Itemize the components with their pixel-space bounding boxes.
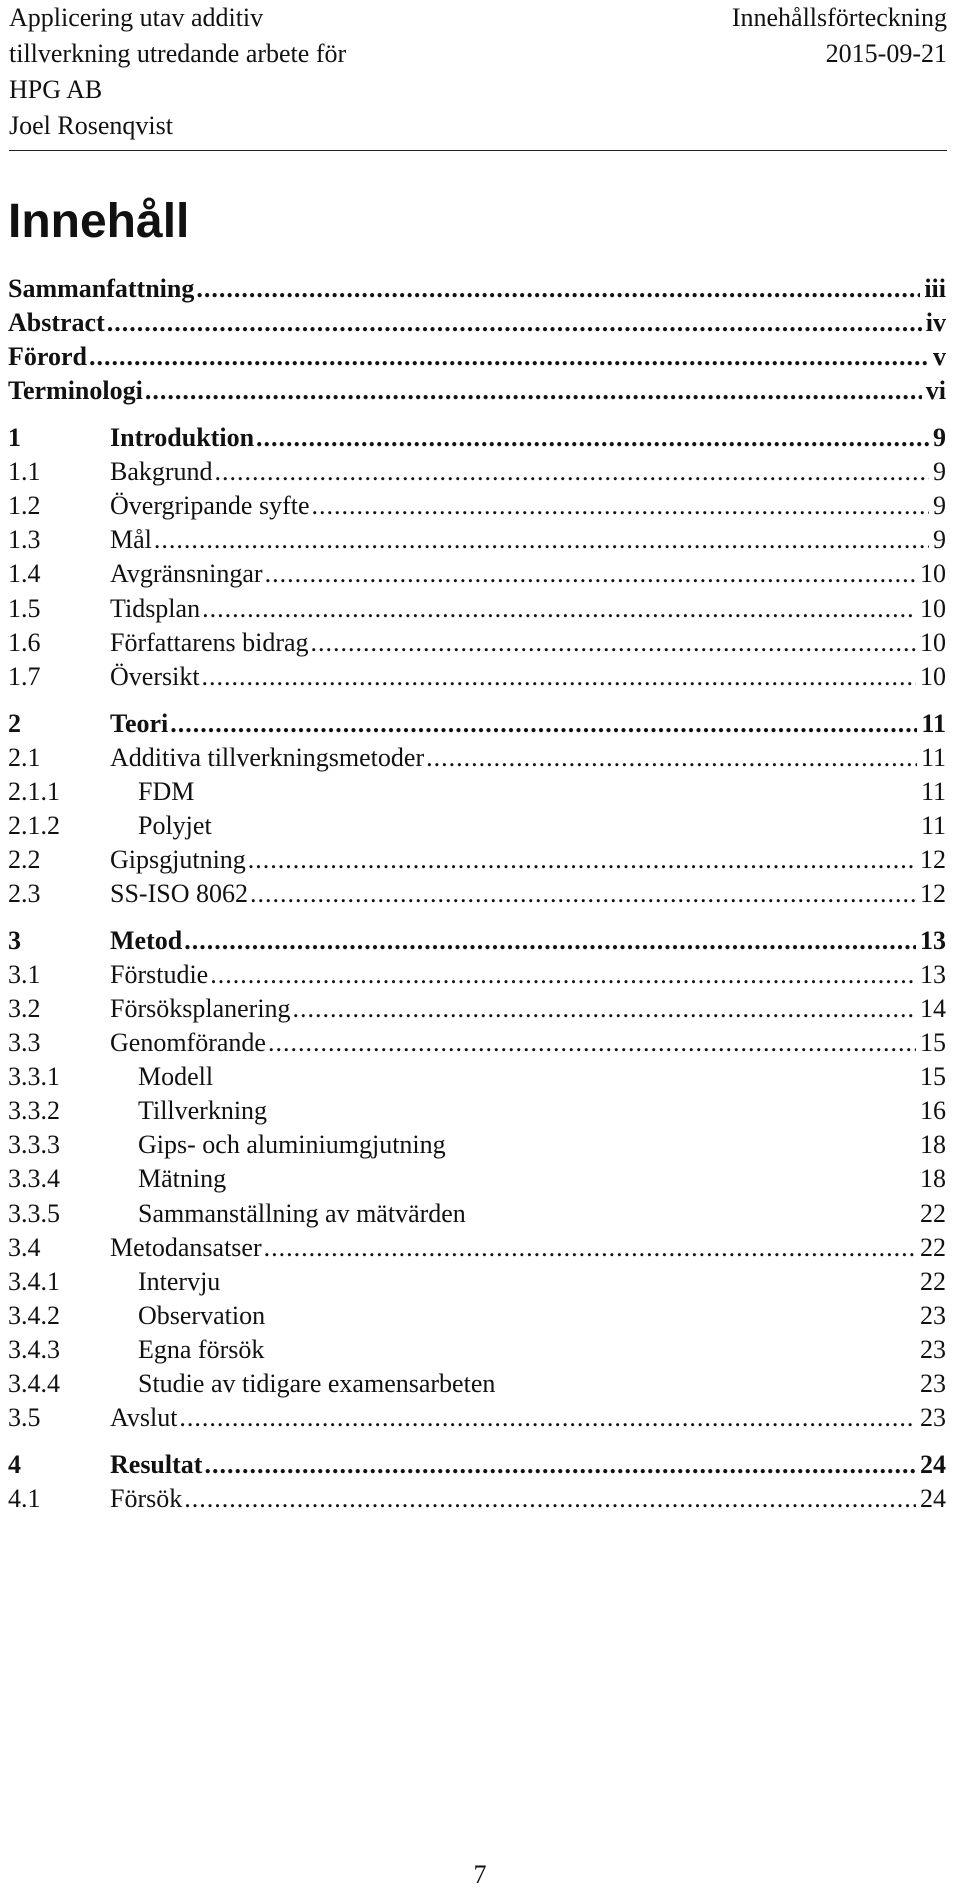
toc-entry-number: 3 [8,926,21,955]
toc-entry[interactable] [8,1446,946,1484]
toc-entry-page: 23 [920,1335,946,1364]
toc-entry-label: SS-ISO 8062 [110,879,248,908]
toc-dot-leader [256,419,929,457]
toc-entry-page: v [933,342,946,371]
toc-dot-leader [264,1229,916,1267]
toc-entry[interactable] [8,922,946,960]
toc-dot-leader [210,956,916,994]
toc-entry-label: Terminologi [8,376,143,405]
toc-entry-page: 23 [920,1301,946,1330]
toc-dot-leader [265,555,916,593]
toc-entry[interactable] [8,1297,946,1335]
toc-entry-number: 3.3.4 [8,1164,60,1193]
toc-entry-page: 22 [920,1267,946,1296]
toc-entry-number: 1.7 [8,662,41,691]
toc-entry[interactable] [8,1160,946,1198]
toc-dot-leader [196,270,920,308]
header-date: 2015-09-21 [825,39,947,68]
toc-dot-leader [202,658,916,696]
toc-entry[interactable] [8,304,946,342]
toc-entry-page: 10 [920,662,946,691]
toc-entry-label: Förstudie [110,960,209,989]
toc-entry[interactable] [8,956,946,994]
toc-entry-label: Resultat [110,1450,203,1479]
toc-entry-label: Egna försök [138,1335,265,1364]
toc-entry[interactable] [8,338,946,376]
toc-entry-page: 23 [920,1369,946,1398]
toc-entry-number: 1 [8,423,21,452]
toc-entry-label: Försök [110,1484,183,1513]
toc-entry-number: 4 [8,1450,21,1479]
toc-entry-page: 18 [920,1164,946,1193]
toc-entry-page: 22 [920,1199,946,1228]
toc-entry-page: 23 [920,1403,946,1432]
toc-entry-label: Teori [110,709,169,738]
toc-dot-leader [312,487,929,525]
toc-entry-page: iv [925,308,946,337]
toc-entry-number: 3.4.1 [8,1267,60,1296]
toc-entry-label: Intervju [138,1267,221,1296]
toc-entry-label: Modell [138,1062,214,1091]
toc-entry-page: 15 [920,1062,946,1091]
running-header [9,0,947,151]
toc-dot-leader [248,841,916,879]
toc-entry[interactable] [8,990,946,1028]
toc-entry-page: 9 [933,491,946,520]
toc-entry-number: 3.3 [8,1028,41,1057]
toc-entry-number: 3.4.2 [8,1301,60,1330]
toc-dot-leader [250,875,916,913]
toc-dot-leader [215,453,929,491]
toc-entry-label: Metodansatser [110,1233,262,1262]
toc-entry-page: 11 [920,777,946,806]
toc-entry-number: 1.2 [8,491,41,520]
toc-entry-number: 3.3.1 [8,1062,60,1091]
toc-entry-number: 2.1.1 [8,777,60,806]
toc-entry[interactable] [8,1365,946,1403]
toc-entry-number: 1.5 [8,594,41,623]
toc-dot-leader [202,590,916,628]
toc-dot-leader [311,624,916,662]
toc-entry-label: Bakgrund [110,457,213,486]
toc-entry-page: 12 [920,879,946,908]
toc-entry[interactable] [8,739,946,777]
toc-entry-number: 3.4.4 [8,1369,60,1398]
toc-entry[interactable] [8,773,946,811]
toc-entry-number: 3.4.3 [8,1335,60,1364]
toc-entry-page: 10 [920,628,946,657]
toc-title: Innehåll [8,195,190,248]
page-number: 7 [473,1860,487,1889]
toc-entry-page: 24 [920,1484,946,1513]
header-company: HPG AB [9,75,103,104]
toc-entry-number: 3.1 [8,960,41,989]
toc-entry-number: 3.3.2 [8,1096,60,1125]
toc-entry-label: Studie av tidigare examensarbeten [138,1369,496,1398]
toc-entry[interactable] [8,1331,946,1369]
toc-entry[interactable] [8,1126,946,1164]
toc-entry-page: 11 [920,811,946,840]
toc-entry[interactable] [8,372,946,410]
toc-entry-number: 1.3 [8,525,41,554]
toc-entry-page: vi [925,376,946,405]
toc-entry[interactable] [8,1229,946,1267]
toc-entry-label: Sammanställning av mätvärden [138,1199,466,1228]
toc-entry-page: 12 [920,845,946,874]
toc-entry[interactable] [8,487,946,525]
toc-entry-number: 1.1 [8,457,41,486]
toc-entry-page: 11 [920,743,946,772]
toc-entry-page: 16 [920,1096,946,1125]
toc-entry-number: 4.1 [8,1484,41,1513]
toc-entry[interactable] [8,453,946,491]
header-title-line-2: tillverkning utredande arbete för [9,39,347,68]
toc-entry-page: 15 [920,1028,946,1057]
header-author: Joel Rosenqvist [9,111,173,140]
toc-dot-leader [184,922,916,960]
toc-entry-number: 2.3 [8,879,41,908]
toc-entry-page: iii [924,274,946,303]
toc-entry[interactable] [8,658,946,696]
toc-entry-page: 18 [920,1130,946,1159]
toc-entry-page: 9 [933,457,946,486]
toc-dot-leader [107,304,922,342]
toc-entry-page: 13 [920,960,946,989]
toc-entry-page: 14 [920,994,946,1023]
toc-entry[interactable] [8,590,946,628]
toc-entry[interactable] [8,1480,946,1518]
toc-entry[interactable] [8,1399,946,1437]
toc-entry[interactable] [8,875,946,913]
toc-entry[interactable] [8,624,946,662]
toc-entry[interactable] [8,1263,946,1301]
toc-entry-number: 3.3.5 [8,1199,60,1228]
toc-dot-leader [293,990,916,1028]
toc-entry-label: Abstract [8,308,105,337]
toc-entry-page: 24 [920,1450,946,1479]
toc-dot-leader [179,1399,916,1437]
toc-entry[interactable] [8,521,946,559]
toc-entry-label: Gipsgjutning [110,845,246,874]
toc-entry-label: Övergripande syfte [110,491,310,520]
toc-entry-label: Översikt [110,662,200,691]
toc-dot-leader [268,1024,916,1062]
toc-entry[interactable] [8,419,946,457]
toc-entry-number: 2.1 [8,743,41,772]
toc-entry-label: Metod [110,926,183,955]
toc-entry-number: 2.1.2 [8,811,60,840]
toc-entry[interactable] [8,807,946,845]
toc-entry[interactable] [8,1058,946,1096]
header-section: Innehållsförteckning [731,3,947,32]
toc-dot-leader [145,372,922,410]
toc-entry-label: Gips- och aluminiumgjutning [138,1130,446,1159]
toc-entry-label: Avgränsningar [110,559,263,588]
toc-entry-number: 3.4 [8,1233,41,1262]
toc-entry-label: Förord [8,342,87,371]
toc-entry-number: 2 [8,709,21,738]
toc-dot-leader [184,1480,916,1518]
toc-entry-page: 13 [920,926,946,955]
toc-entry[interactable] [8,555,946,593]
toc-entry-label: Polyjet [138,811,212,840]
toc-entry-label: Observation [138,1301,266,1330]
toc-entry-label: Tillverkning [138,1096,268,1125]
toc-entry-page: 11 [921,709,946,738]
toc-entry-label: Författarens bidrag [110,628,309,657]
toc-entry-page: 10 [920,594,946,623]
toc-entry-number: 3.5 [8,1403,41,1432]
toc-dot-leader [89,338,929,376]
toc-entry-label: Avslut [110,1403,178,1432]
toc-entry-number: 2.2 [8,845,41,874]
toc-dot-leader [170,705,917,743]
toc-entry-number: 3.2 [8,994,41,1023]
toc-entry[interactable] [8,705,946,743]
toc-entry-label: Additiva tillverkningsmetoder [110,743,425,772]
toc-entry[interactable] [8,841,946,879]
toc-dot-leader [204,1446,916,1484]
toc-entry-number: 1.6 [8,628,41,657]
toc-dot-leader [426,739,917,777]
toc-entry-label: FDM [138,777,195,806]
toc-entry[interactable] [8,1195,946,1233]
toc-entry[interactable] [8,270,946,308]
toc-entry-page: 10 [920,559,946,588]
toc-entry[interactable] [8,1092,946,1130]
toc-entry-number: 3.3.3 [8,1130,60,1159]
toc-entry-page: 22 [920,1233,946,1262]
toc-entry-label: Mål [110,525,152,554]
toc-entry-page: 9 [933,423,946,452]
header-title-line-1: Applicering utav additiv [9,3,264,32]
toc-entry[interactable] [8,1024,946,1062]
toc-entry-label: Introduktion [110,423,255,452]
toc-entry-number: 1.4 [8,559,41,588]
toc-entry-label: Tidsplan [110,594,201,623]
toc-dot-leader [154,521,929,559]
toc-entry-page: 9 [933,525,946,554]
toc-entry-label: Mätning [138,1164,227,1193]
toc-entry-label: Sammanfattning [8,274,195,303]
toc-entry-label: Genomförande [110,1028,266,1057]
toc-entry-label: Försöksplanering [110,994,291,1023]
